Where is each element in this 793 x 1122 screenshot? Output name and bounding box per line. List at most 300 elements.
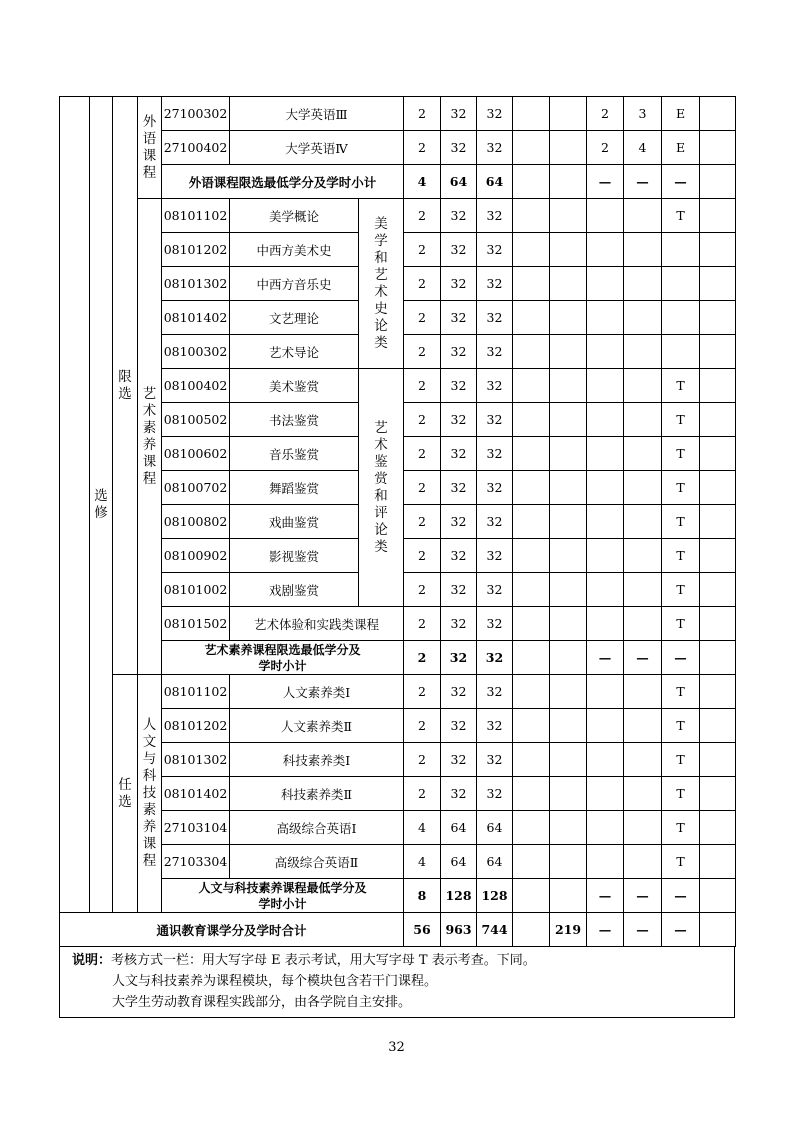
credit-cell: 2 xyxy=(404,709,441,743)
optional-label xyxy=(113,777,137,811)
course-row xyxy=(60,97,736,131)
empty-cell xyxy=(513,709,550,743)
subtotal-dash: — xyxy=(662,165,700,199)
subtotal-credit: 8 xyxy=(404,879,441,913)
credit-cell: 2 xyxy=(404,573,441,607)
course-code: 08100902 xyxy=(162,539,230,573)
semester-weeks-cell xyxy=(587,437,624,471)
exam-type-cell xyxy=(662,233,700,267)
course-name: 艺术体验和实践类课程 xyxy=(230,607,404,641)
lecture-hours-cell: 32 xyxy=(477,199,513,233)
subtotal-credit: 2 xyxy=(404,641,441,675)
course-name: 高级综合英语Ⅰ xyxy=(230,811,404,845)
empty-cell xyxy=(550,845,587,879)
empty-cell xyxy=(513,335,550,369)
course-code: 08101002 xyxy=(162,573,230,607)
remark-cell xyxy=(700,505,736,539)
total-label: 通识教育课学分及学时合计 xyxy=(60,913,404,947)
course-code: 08101302 xyxy=(162,267,230,301)
course-code: 08101402 xyxy=(162,301,230,335)
hours-cell: 32 xyxy=(441,199,477,233)
empty-cell xyxy=(550,97,587,131)
lecture-hours-cell: 64 xyxy=(477,811,513,845)
total-empty xyxy=(700,913,736,947)
empty-cell xyxy=(513,471,550,505)
exam-type-cell xyxy=(662,301,700,335)
hours-cell: 32 xyxy=(441,539,477,573)
exam-type-cell: T xyxy=(662,709,700,743)
semester-weeks-cell: 2 xyxy=(587,131,624,165)
credit-cell: 2 xyxy=(404,539,441,573)
empty-cell xyxy=(550,369,587,403)
empty-cell xyxy=(513,369,550,403)
semester-cell xyxy=(624,301,662,335)
art-category-1-label xyxy=(359,216,403,352)
course-name: 中西方音乐史 xyxy=(230,267,359,301)
remark-cell xyxy=(700,777,736,811)
lecture-hours-cell: 32 xyxy=(477,573,513,607)
semester-cell xyxy=(624,199,662,233)
restricted-label xyxy=(113,369,137,403)
remark-cell xyxy=(700,607,736,641)
exam-type-cell: T xyxy=(662,471,700,505)
credit-cell: 2 xyxy=(404,267,441,301)
subtotal-dash: — xyxy=(624,879,662,913)
credit-cell: 2 xyxy=(404,471,441,505)
lecture-hours-cell: 32 xyxy=(477,403,513,437)
course-name: 高级综合英语Ⅱ xyxy=(230,845,404,879)
subtotal-dash: — xyxy=(587,879,624,913)
humanities-label xyxy=(138,717,161,870)
semester-cell xyxy=(624,233,662,267)
empty-cell xyxy=(550,573,587,607)
credit-cell: 2 xyxy=(404,131,441,165)
semester-weeks-cell xyxy=(587,233,624,267)
foreign-lang-cell xyxy=(138,97,162,199)
empty-cell xyxy=(550,675,587,709)
course-name: 科技素养类Ⅰ xyxy=(230,743,404,777)
elective-label-text: 选 修 xyxy=(94,487,108,521)
lecture-hours-cell: 32 xyxy=(477,301,513,335)
course-row xyxy=(60,199,736,233)
exam-type-cell xyxy=(662,267,700,301)
credit-cell: 2 xyxy=(404,199,441,233)
semester-cell xyxy=(624,709,662,743)
course-code: 27103304 xyxy=(162,845,230,879)
course-name: 中西方美术史 xyxy=(230,233,359,267)
art-category-2-label-text: 艺 术 鉴 赏 和 评 论 类 xyxy=(374,419,388,555)
hours-cell: 32 xyxy=(441,777,477,811)
subtotal-lecture: 128 xyxy=(477,879,513,913)
exam-type-cell: E xyxy=(662,97,700,131)
remark-cell xyxy=(700,845,736,879)
art-cell xyxy=(138,199,162,675)
total-c8 xyxy=(513,913,550,947)
hours-cell: 32 xyxy=(441,437,477,471)
empty-cell xyxy=(550,267,587,301)
remark-cell xyxy=(700,641,736,675)
exam-type-cell: T xyxy=(662,199,700,233)
elective-label xyxy=(90,488,112,522)
semester-weeks-cell xyxy=(587,471,624,505)
grand-total-row xyxy=(60,913,736,947)
empty-cell xyxy=(513,403,550,437)
art-category-1 xyxy=(359,199,404,369)
course-row xyxy=(60,845,736,879)
semester-weeks-cell xyxy=(587,199,624,233)
subtotal-hours: 128 xyxy=(441,879,477,913)
credit-cell: 2 xyxy=(404,743,441,777)
remark-cell xyxy=(700,437,736,471)
restricted-cell xyxy=(113,97,138,675)
exam-type-cell: T xyxy=(662,675,700,709)
course-code: 27100302 xyxy=(162,97,230,131)
empty-cell xyxy=(513,131,550,165)
credit-cell: 2 xyxy=(404,403,441,437)
lecture-hours-cell: 32 xyxy=(477,675,513,709)
empty-cell xyxy=(550,505,587,539)
credit-cell: 2 xyxy=(404,301,441,335)
course-code: 08100402 xyxy=(162,369,230,403)
empty-cell xyxy=(513,573,550,607)
foreign-lang-label xyxy=(138,114,161,182)
note-line-3: 大学生劳动教育课程实践部分，由各学院自主安排。 xyxy=(112,995,412,1010)
course-row xyxy=(60,709,736,743)
semester-cell xyxy=(624,573,662,607)
course-code: 08100802 xyxy=(162,505,230,539)
course-code: 08100502 xyxy=(162,403,230,437)
art-label xyxy=(138,386,161,488)
art-category-2 xyxy=(359,369,404,607)
art-label-text: 艺 术 素 养 课 程 xyxy=(142,385,157,487)
semester-cell xyxy=(624,539,662,573)
remark-cell xyxy=(700,675,736,709)
remark-cell xyxy=(700,471,736,505)
course-code: 08101302 xyxy=(162,743,230,777)
semester-cell: 3 xyxy=(624,97,662,131)
foreign-subtotal-row xyxy=(60,165,736,199)
hours-cell: 32 xyxy=(441,743,477,777)
course-code: 08101102 xyxy=(162,675,230,709)
note-text-1: 考核方式一栏：用大写字母 E 表示考试，用大写字母 T 表示考查。下同。 xyxy=(111,953,536,968)
course-name: 美学概论 xyxy=(230,199,359,233)
course-name: 书法鉴赏 xyxy=(230,403,359,437)
course-name: 文艺理论 xyxy=(230,301,359,335)
art-category-1-label-text: 美 学 和 艺 术 史 论 类 xyxy=(374,215,388,351)
remark-cell xyxy=(700,539,736,573)
note-prefix: 说明： xyxy=(72,953,112,968)
semester-cell xyxy=(624,267,662,301)
remark-cell xyxy=(700,335,736,369)
exam-type-cell: E xyxy=(662,131,700,165)
semester-cell xyxy=(624,471,662,505)
course-name: 艺术导论 xyxy=(230,335,359,369)
subtotal-dash: — xyxy=(624,641,662,675)
exam-type-cell: T xyxy=(662,403,700,437)
total-hours: 963 xyxy=(441,913,477,947)
empty-cell xyxy=(513,437,550,471)
subtotal-hours: 32 xyxy=(441,641,477,675)
hours-cell: 32 xyxy=(441,403,477,437)
hours-cell: 32 xyxy=(441,505,477,539)
course-row xyxy=(60,675,736,709)
remark-cell xyxy=(700,879,736,913)
remark-cell xyxy=(700,743,736,777)
semester-weeks-cell xyxy=(587,573,624,607)
empty-cell xyxy=(550,709,587,743)
optional-label-text: 任 选 xyxy=(118,776,132,810)
remark-cell xyxy=(700,369,736,403)
subtotal-hours: 64 xyxy=(441,165,477,199)
total-dash-2: — xyxy=(624,913,662,947)
exam-type-cell: T xyxy=(662,437,700,471)
remark-cell xyxy=(700,301,736,335)
remark-cell xyxy=(700,97,736,131)
subtotal-label-2: 学时小计 xyxy=(258,658,307,673)
hours-cell: 32 xyxy=(441,607,477,641)
exam-type-cell: T xyxy=(662,505,700,539)
semester-weeks-cell xyxy=(587,607,624,641)
course-name: 人文素养类Ⅱ xyxy=(230,709,404,743)
humanities-cell xyxy=(138,675,162,913)
course-row xyxy=(60,811,736,845)
semester-weeks-cell xyxy=(587,709,624,743)
lecture-hours-cell: 32 xyxy=(477,471,513,505)
empty-cell xyxy=(550,165,587,199)
empty-cell xyxy=(513,505,550,539)
subtotal-label xyxy=(162,879,404,913)
lecture-hours-cell: 32 xyxy=(477,267,513,301)
lecture-hours-cell: 32 xyxy=(477,505,513,539)
exam-type-cell: T xyxy=(662,573,700,607)
course-code: 08100602 xyxy=(162,437,230,471)
total-c9: 219 xyxy=(550,913,587,947)
semester-weeks-cell xyxy=(587,267,624,301)
empty-cell xyxy=(550,335,587,369)
remark-cell xyxy=(700,131,736,165)
optional-cell xyxy=(113,675,138,913)
hours-cell: 32 xyxy=(441,709,477,743)
course-name: 美术鉴赏 xyxy=(230,369,359,403)
lecture-hours-cell: 32 xyxy=(477,335,513,369)
semester-weeks-cell xyxy=(587,301,624,335)
subtotal-dash: — xyxy=(662,879,700,913)
empty-cell xyxy=(513,199,550,233)
exam-type-cell: T xyxy=(662,811,700,845)
empty-cell xyxy=(550,777,587,811)
subtotal-dash: — xyxy=(662,641,700,675)
foreign-lang-label-text: 外 语 课 程 xyxy=(142,113,157,181)
empty-cell xyxy=(550,743,587,777)
art-category-2-label xyxy=(359,420,403,556)
semester-weeks-cell xyxy=(587,505,624,539)
hours-cell: 64 xyxy=(441,845,477,879)
subtotal-lecture: 64 xyxy=(477,165,513,199)
semester-cell xyxy=(624,811,662,845)
semester-cell xyxy=(624,845,662,879)
credit-cell: 2 xyxy=(404,607,441,641)
lecture-hours-cell: 64 xyxy=(477,845,513,879)
exam-type-cell xyxy=(662,335,700,369)
credit-cell: 2 xyxy=(404,675,441,709)
subtotal-dash: — xyxy=(587,641,624,675)
course-code: 08101502 xyxy=(162,607,230,641)
remark-cell xyxy=(700,573,736,607)
course-name: 科技素养类Ⅱ xyxy=(230,777,404,811)
course-code: 27103104 xyxy=(162,811,230,845)
hours-cell: 32 xyxy=(441,97,477,131)
semester-weeks-cell xyxy=(587,777,624,811)
empty-cell xyxy=(513,641,550,675)
subtotal-label: 外语课程限选最低学分及学时小计 xyxy=(162,165,404,199)
semester-weeks-cell xyxy=(587,811,624,845)
subtotal-label-1: 人文与科技素养课程最低学分及 xyxy=(198,880,367,895)
lecture-hours-cell: 32 xyxy=(477,539,513,573)
subtotal-lecture: 32 xyxy=(477,641,513,675)
hours-cell: 32 xyxy=(441,335,477,369)
credit-cell: 4 xyxy=(404,811,441,845)
lecture-hours-cell: 32 xyxy=(477,777,513,811)
course-code: 08101102 xyxy=(162,199,230,233)
semester-weeks-cell: 2 xyxy=(587,97,624,131)
empty-cell xyxy=(550,641,587,675)
semester-cell: 4 xyxy=(624,131,662,165)
empty-cell xyxy=(550,811,587,845)
course-row xyxy=(60,131,736,165)
empty-cell xyxy=(513,845,550,879)
empty-cell xyxy=(513,675,550,709)
course-name: 大学英语Ⅲ xyxy=(230,97,404,131)
hours-cell: 32 xyxy=(441,369,477,403)
empty-cell xyxy=(550,301,587,335)
remark-cell xyxy=(700,811,736,845)
hours-cell: 32 xyxy=(441,233,477,267)
hours-cell: 32 xyxy=(441,301,477,335)
course-name: 戏剧鉴赏 xyxy=(230,573,359,607)
total-lecture: 744 xyxy=(477,913,513,947)
hours-cell: 32 xyxy=(441,573,477,607)
hours-cell: 32 xyxy=(441,471,477,505)
note-line-1 xyxy=(60,950,734,971)
empty-cell xyxy=(513,811,550,845)
page-number: 32 xyxy=(388,1040,405,1055)
subtotal-label xyxy=(162,641,404,675)
subtotal-dash: — xyxy=(624,165,662,199)
course-table-page xyxy=(59,96,735,1018)
semester-cell xyxy=(624,743,662,777)
hours-cell: 32 xyxy=(441,267,477,301)
exam-type-cell: T xyxy=(662,777,700,811)
remark-cell xyxy=(700,403,736,437)
lecture-hours-cell: 32 xyxy=(477,369,513,403)
note-line-2: 人文与科技素养为课程模块，每个模块包含若干门课程。 xyxy=(112,974,438,989)
subtotal-label-2: 学时小计 xyxy=(258,896,307,911)
course-row xyxy=(60,777,736,811)
empty-cell xyxy=(513,97,550,131)
credit-cell: 2 xyxy=(404,369,441,403)
semester-cell xyxy=(624,403,662,437)
empty-cell xyxy=(550,131,587,165)
course-name: 戏曲鉴赏 xyxy=(230,505,359,539)
semester-weeks-cell xyxy=(587,335,624,369)
course-name: 大学英语Ⅳ xyxy=(230,131,404,165)
semester-cell xyxy=(624,505,662,539)
lecture-hours-cell: 32 xyxy=(477,743,513,777)
remark-cell xyxy=(700,709,736,743)
semester-cell xyxy=(624,437,662,471)
lecture-hours-cell: 32 xyxy=(477,437,513,471)
total-credit: 56 xyxy=(404,913,441,947)
credit-cell: 2 xyxy=(404,233,441,267)
notes-section xyxy=(59,947,735,1018)
empty-cell xyxy=(550,471,587,505)
course-table xyxy=(59,96,736,947)
semester-weeks-cell xyxy=(587,845,624,879)
exam-type-cell: T xyxy=(662,845,700,879)
course-code: 08101202 xyxy=(162,709,230,743)
exam-type-cell: T xyxy=(662,369,700,403)
course-row xyxy=(60,607,736,641)
empty-cell xyxy=(550,437,587,471)
remark-cell xyxy=(700,199,736,233)
semester-cell xyxy=(624,335,662,369)
course-row xyxy=(60,369,736,403)
credit-cell: 2 xyxy=(404,437,441,471)
lecture-hours-cell: 32 xyxy=(477,607,513,641)
total-dash-1: — xyxy=(587,913,624,947)
credit-cell: 4 xyxy=(404,845,441,879)
remark-cell xyxy=(700,165,736,199)
empty-cell xyxy=(513,777,550,811)
credit-cell: 2 xyxy=(404,505,441,539)
course-row xyxy=(60,743,736,777)
subtotal-credit: 4 xyxy=(404,165,441,199)
empty-cell xyxy=(513,743,550,777)
remark-cell xyxy=(700,267,736,301)
empty-cell xyxy=(550,607,587,641)
lecture-hours-cell: 32 xyxy=(477,97,513,131)
empty-cell xyxy=(550,403,587,437)
empty-cell xyxy=(513,301,550,335)
semester-cell xyxy=(624,607,662,641)
hours-cell: 64 xyxy=(441,811,477,845)
semester-weeks-cell xyxy=(587,743,624,777)
exam-type-cell: T xyxy=(662,539,700,573)
outer-blank-cell xyxy=(60,97,90,913)
semester-cell xyxy=(624,369,662,403)
art-subtotal-row xyxy=(60,641,736,675)
credit-cell: 2 xyxy=(404,777,441,811)
empty-cell xyxy=(513,879,550,913)
remark-cell xyxy=(700,233,736,267)
course-code: 08101202 xyxy=(162,233,230,267)
empty-cell xyxy=(513,607,550,641)
course-name: 音乐鉴赏 xyxy=(230,437,359,471)
course-code: 08100702 xyxy=(162,471,230,505)
exam-type-cell: T xyxy=(662,743,700,777)
empty-cell xyxy=(513,233,550,267)
credit-cell: 2 xyxy=(404,97,441,131)
course-code: 08100302 xyxy=(162,335,230,369)
empty-cell xyxy=(513,539,550,573)
course-code: 08101402 xyxy=(162,777,230,811)
semester-cell xyxy=(624,675,662,709)
hours-cell: 32 xyxy=(441,131,477,165)
semester-cell xyxy=(624,777,662,811)
subtotal-dash: — xyxy=(587,165,624,199)
empty-cell xyxy=(550,199,587,233)
course-name: 影视鉴赏 xyxy=(230,539,359,573)
